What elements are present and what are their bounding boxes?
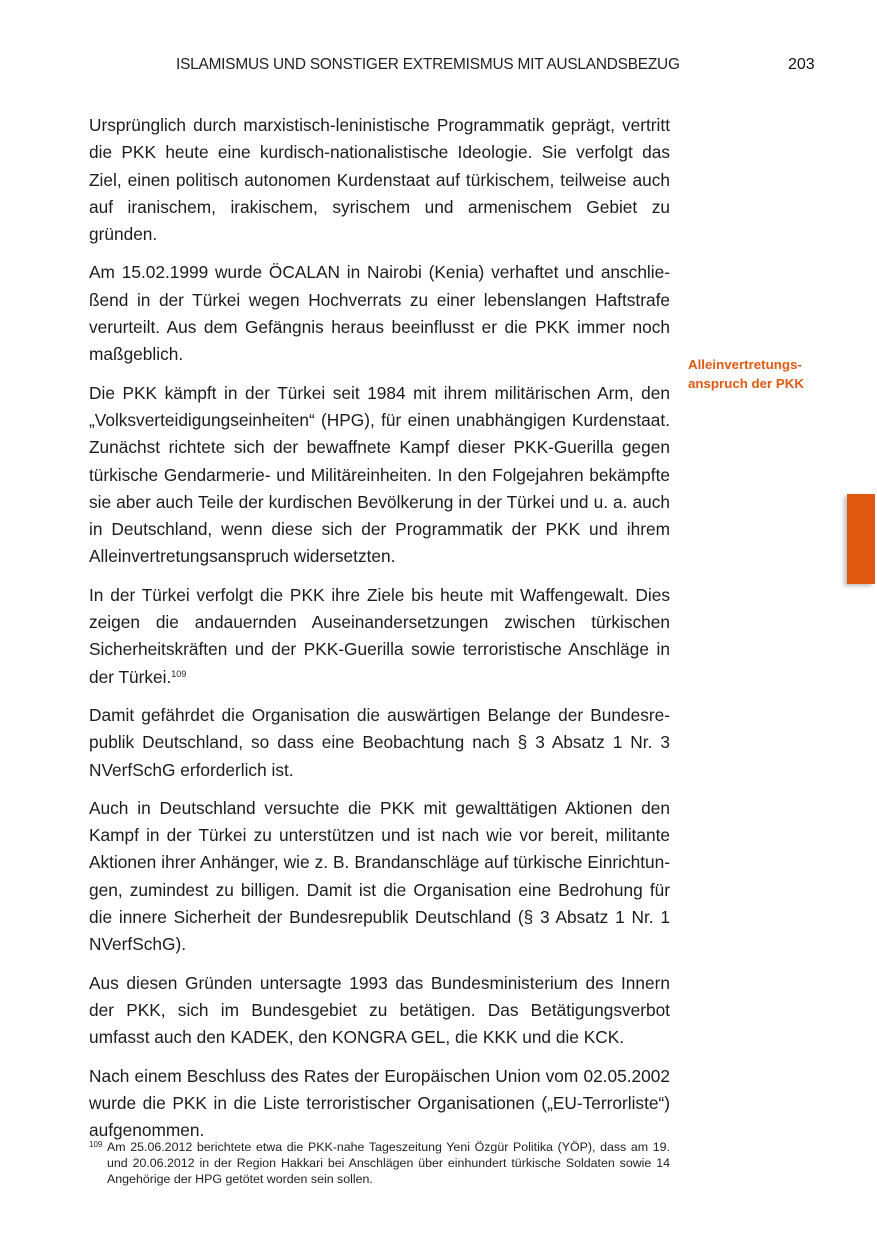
page-number: 203 (788, 56, 815, 73)
paragraph: Damit gefährdet die Organisation die auswärtigen Belange der Bundesrepublik Deutschland, so dass eine Beobachtung nach § 3 Absatz 1 Nr. 3 NVerfSchG erforderlich ist. (89, 704, 670, 780)
margin-note (688, 355, 828, 393)
paragraph: Am 15.02.1999 wurde ÖCALAN in Nairobi (Kenia) verhaftet und anschließend in der Türkei wegen Hochverrats zu einer lebenslangen Haftstrafe verurteilt. Aus dem Gefängnis heraus beeinflusst er die PKK immer noch maßgeblich. (89, 262, 670, 365)
margin-note-line: anspruch der PKK (688, 376, 805, 391)
footnote-number: 109 (89, 1140, 103, 1149)
paragraph-text: In der Türkei verfolgt die PKK ihre Ziele bis heute mit Waffengewalt. Dies zeigen die andauernden Auseinandersetzungen zwischen türkischen Sicherheitskräften und der PKK-Guerilla sowie terroristische Anschläge in der Türkei. (89, 584, 670, 687)
paragraph: Nach einem Beschluss des Rates der Europäischen Union vom 02.05.2002 wurde die PKK in die Liste terroristischer Organisationen („EU-Terrorliste“) aufgenommen. (89, 1065, 670, 1141)
footnote-reference[interactable]: 109 (171, 668, 187, 679)
body-text (89, 112, 670, 1155)
margin-note-line: Alleinvertretungs- (688, 357, 802, 372)
paragraph: Auch in Deutschland versuchte die PKK mit gewalttätigen Aktionen den Kampf in der Türkei zu unterstützen und ist nach wie vor bereit, militante Aktionen ihrer Anhänger, wie z. B. Brandanschläge auf türkische Einrichtungen, zumindest zu billigen. Damit ist die Organisation eine Bedrohung für die innere Sicherheit der Bundesrepublik Deutschland (§ 3 Absatz 1 Nr. 1 NVerfSchG). (89, 797, 670, 955)
paragraph: Die PKK kämpft in der Türkei seit 1984 mit ihrem militärischen Arm, den „Volksverteidigungseinheiten“ (HPG), für einen unabhängigen Kurdenstaat. Zunächst richtete sich der bewaffnete Kampf dieser PKK-Guerilla gegen türkische Gendarmerie- und Militäreinheiten. In den Folgejahren bekämpfte sie aber auch Teile der kurdischen Bevölkerung in der Türkei und u. a. auch in Deutschland, wenn diese sich der Programmatik der PKK und ihrem Alleinvertretungsanspruch widersetzten. (89, 382, 670, 567)
paragraph: Ursprünglich durch marxistisch-leninistische Programmatik geprägt, vertritt die PKK heute eine kurdisch-nationalistische Ideologie. Sie verfolgt das Ziel, einen politisch autonomen Kurdenstaat auf türkischem, teilweise auch auf iranischem, irakischem, syrischem und armenischem Gebiet zu gründen. (89, 115, 670, 245)
chapter-tab-marker (847, 494, 875, 584)
chapter-title: ISLAMISMUS UND SONSTIGER EXTREMISMUS MIT AUSLANDSBEZUG (176, 56, 680, 73)
footnote (89, 1139, 670, 1187)
paragraph: Aus diesen Gründen untersagte 1993 das Bundesministerium des Innern der PKK, sich im Bundesgebiet zu betätigen. Das Betätigungsverbot umfasst auch den KADEK, den KONGRA GEL, die KKK und die KCK. (89, 972, 670, 1048)
paragraph-with-footnote (89, 582, 670, 691)
footnote-text: Am 25.06.2012 berichtete etwa die PKK-nahe Tageszeitung Yeni Özgür Politika (YÖP), dass am 19. und 20.06.2012 in der Region Hakkari bei Anschlägen über einhundert türkische Soldaten sowie 14 Angehörige der HPG getötet worden sein sollen. (107, 1140, 670, 1186)
